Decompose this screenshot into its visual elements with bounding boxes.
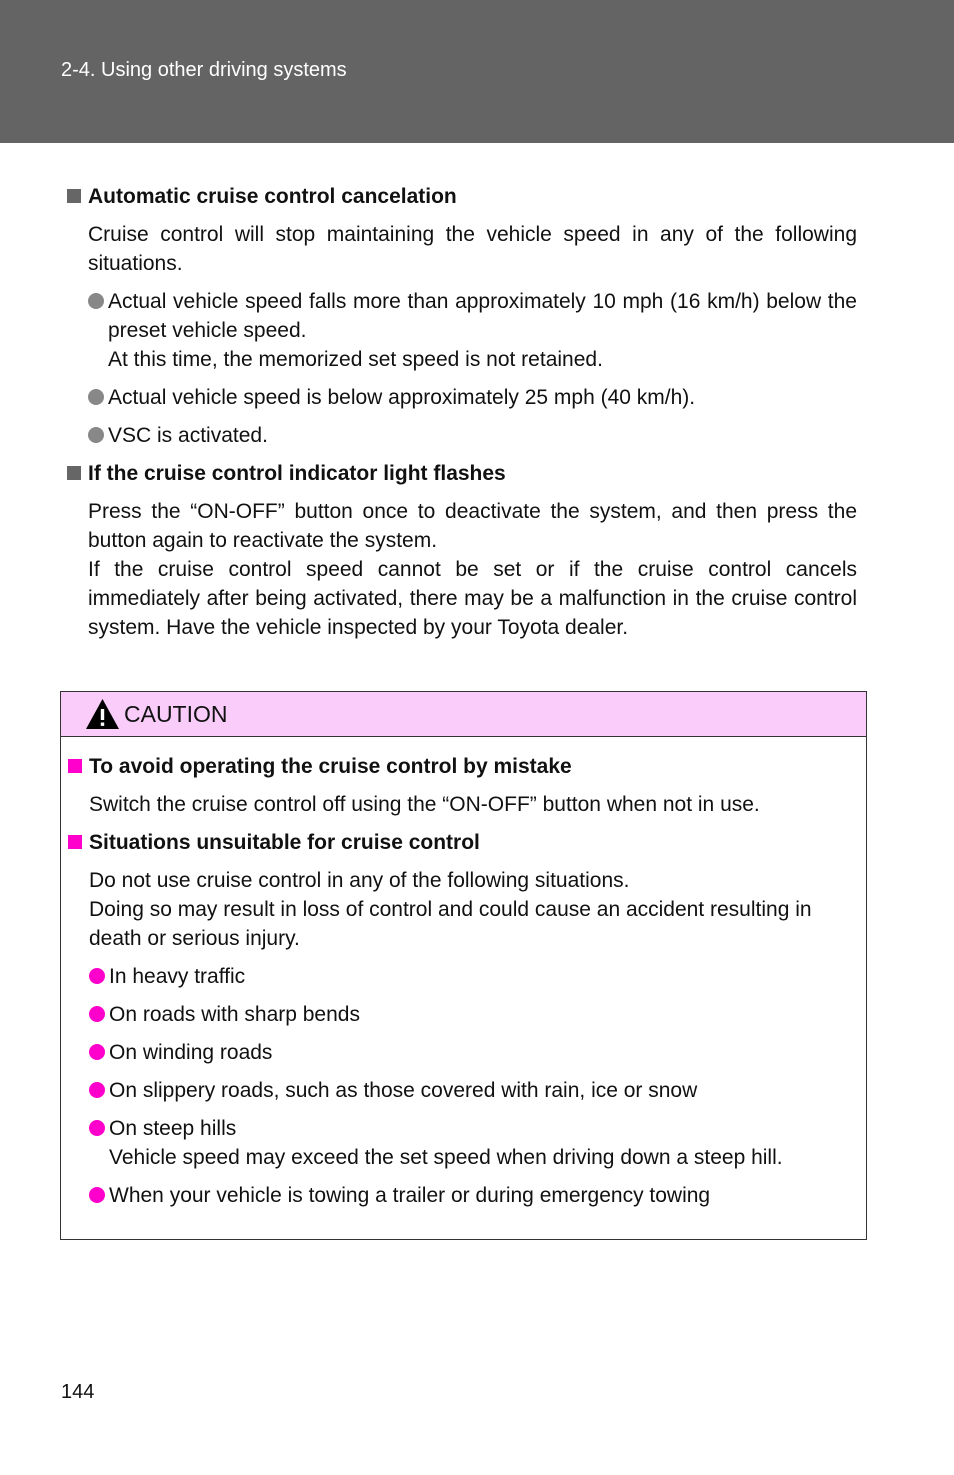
page-number: 144 <box>61 1381 95 1403</box>
list-item-text: When your vehicle is towing a trailer or during emergency towing <box>109 1184 711 1207</box>
paragraph-text: Switch the cruise control off using the “ON-OFF” button when not in use. <box>89 793 760 816</box>
square-bullet-icon <box>67 189 81 203</box>
main-content <box>67 182 857 651</box>
list-item <box>89 1114 858 1172</box>
paragraph <box>89 866 858 953</box>
section-heading <box>67 182 857 211</box>
list-item-text: On roads with sharp bends <box>109 1003 360 1026</box>
section-heading-text: To avoid operating the cruise control by mistake <box>89 755 572 778</box>
section-heading <box>68 828 858 857</box>
list-item-text: In heavy traffic <box>109 965 246 988</box>
section-heading <box>68 752 858 781</box>
list-item <box>89 1076 858 1105</box>
warning-triangle-icon <box>85 698 120 730</box>
circle-bullet-icon <box>89 968 105 984</box>
list-item <box>89 1038 858 1067</box>
paragraph <box>89 790 858 819</box>
section-heading-text: Situations unsuitable for cruise control <box>89 831 480 854</box>
circle-bullet-icon <box>89 1006 105 1022</box>
caution-header <box>61 692 866 737</box>
square-bullet-icon <box>68 835 82 849</box>
list-item <box>89 1181 858 1210</box>
section-heading <box>67 459 857 488</box>
breadcrumb: 2-4. Using other driving systems <box>61 59 347 81</box>
list-item <box>89 962 858 991</box>
list-item-text: On winding roads <box>109 1041 273 1064</box>
circle-bullet-icon <box>89 1120 105 1136</box>
square-bullet-icon <box>68 759 82 773</box>
paragraph-text: If the cruise control speed cannot be set or if the cruise control cancels immediately after being activated, there may be a malfunction in the cruise control system. Have the vehicle inspected by your Toyota dealer. <box>88 558 857 639</box>
section-heading-text: If the cruise control indicator light flashes <box>88 462 506 485</box>
list-item-note: At this time, the memorized set speed is not retained. <box>108 348 603 371</box>
list-item-note: Vehicle speed may exceed the set speed when driving down a steep hill. <box>109 1146 783 1169</box>
page-header <box>0 0 954 143</box>
square-bullet-icon <box>67 466 81 480</box>
list-item-text: VSC is activated. <box>108 424 268 447</box>
list-item <box>88 421 857 450</box>
paragraph <box>88 497 857 642</box>
paragraph-text: Cruise control will stop maintaining the vehicle speed in any of the following situations. <box>88 223 857 275</box>
list-item <box>88 287 857 374</box>
list-item-text: On steep hills <box>109 1117 237 1140</box>
circle-bullet-icon <box>88 389 104 405</box>
section-heading-text: Automatic cruise control cancelation <box>88 185 457 208</box>
list-item-text: Actual vehicle speed falls more than approximately 10 mph (16 km/h) below the preset vehicle speed. <box>108 290 857 342</box>
paragraph-text: Doing so may result in loss of control and could cause an accident resulting in death or serious injury. <box>89 898 812 950</box>
list-item-text: On slippery roads, such as those covered with rain, ice or snow <box>109 1079 698 1102</box>
list-item <box>89 1000 858 1029</box>
paragraph <box>88 220 857 278</box>
circle-bullet-icon <box>89 1082 105 1098</box>
list-item-text: Actual vehicle speed is below approximately 25 mph (40 km/h). <box>108 386 696 409</box>
circle-bullet-icon <box>88 293 104 309</box>
caution-title: CAUTION <box>124 700 228 727</box>
paragraph-text: Do not use cruise control in any of the following situations. <box>89 869 630 892</box>
list-item <box>88 383 857 412</box>
paragraph-text: Press the “ON-OFF” button once to deactivate the system, and then press the button again to reactivate the system. <box>88 500 857 552</box>
caution-body <box>68 752 858 1219</box>
circle-bullet-icon <box>89 1044 105 1060</box>
caution-box <box>60 691 867 1240</box>
circle-bullet-icon <box>89 1187 105 1203</box>
circle-bullet-icon <box>88 427 104 443</box>
